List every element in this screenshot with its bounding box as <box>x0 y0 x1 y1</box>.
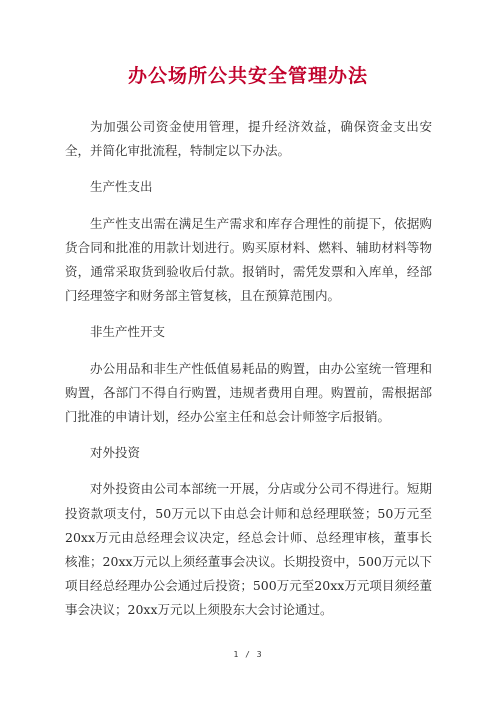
section-heading-non-production: 非生产性开支 <box>90 324 166 340</box>
intro-paragraph: 为加强公司资金使用管理，提升经济效益，确保资金支出安全，并简化审批流程，特制定以下办法。 <box>65 119 432 159</box>
section-body-production: 生产性支出需在满足生产需求和库存合理性的前提下，依据购货合同和批准的用款计划进行。购买原材料、燃料、辅助材料等物资，通常采取货到验收后付款。报销时，需凭发票和入库单，经部门经理签字和财务部主管复核，且在预算范围内。 <box>65 215 432 304</box>
section-body-non-production: 办公用品和非生产性低值易耗品的购置，由办公室统一管理和购置，各部门不得自行购置，违规者费用自理。购置前，需根据部门批准的申请计划，经办公室主任和总会计师签字后报销。 <box>65 360 432 425</box>
document-body <box>65 115 432 635</box>
section-heading-production: 生产性支出 <box>90 179 153 195</box>
page-number: 1 / 3 <box>233 650 263 659</box>
document-title: 办公场所公共安全管理办法 <box>127 65 368 87</box>
section-body-investment: 对外投资由公司本部统一开展，分店或分公司不得进行。短期投资款项支付，50万元以下由总会计师和总经理联签；50万元至20xx万元由总经理会议决定，经总会计师、总经理审核，董事长核准；20xx万元以上须经董事会决议。长期投资中，500万元以下项目经总经理办公会通过后投资；500万元至20xx万元项目须经董事会决议；20xx万元以上须股东大会讨论通过。 <box>65 481 432 618</box>
section-heading-investment: 对外投资 <box>90 445 141 461</box>
